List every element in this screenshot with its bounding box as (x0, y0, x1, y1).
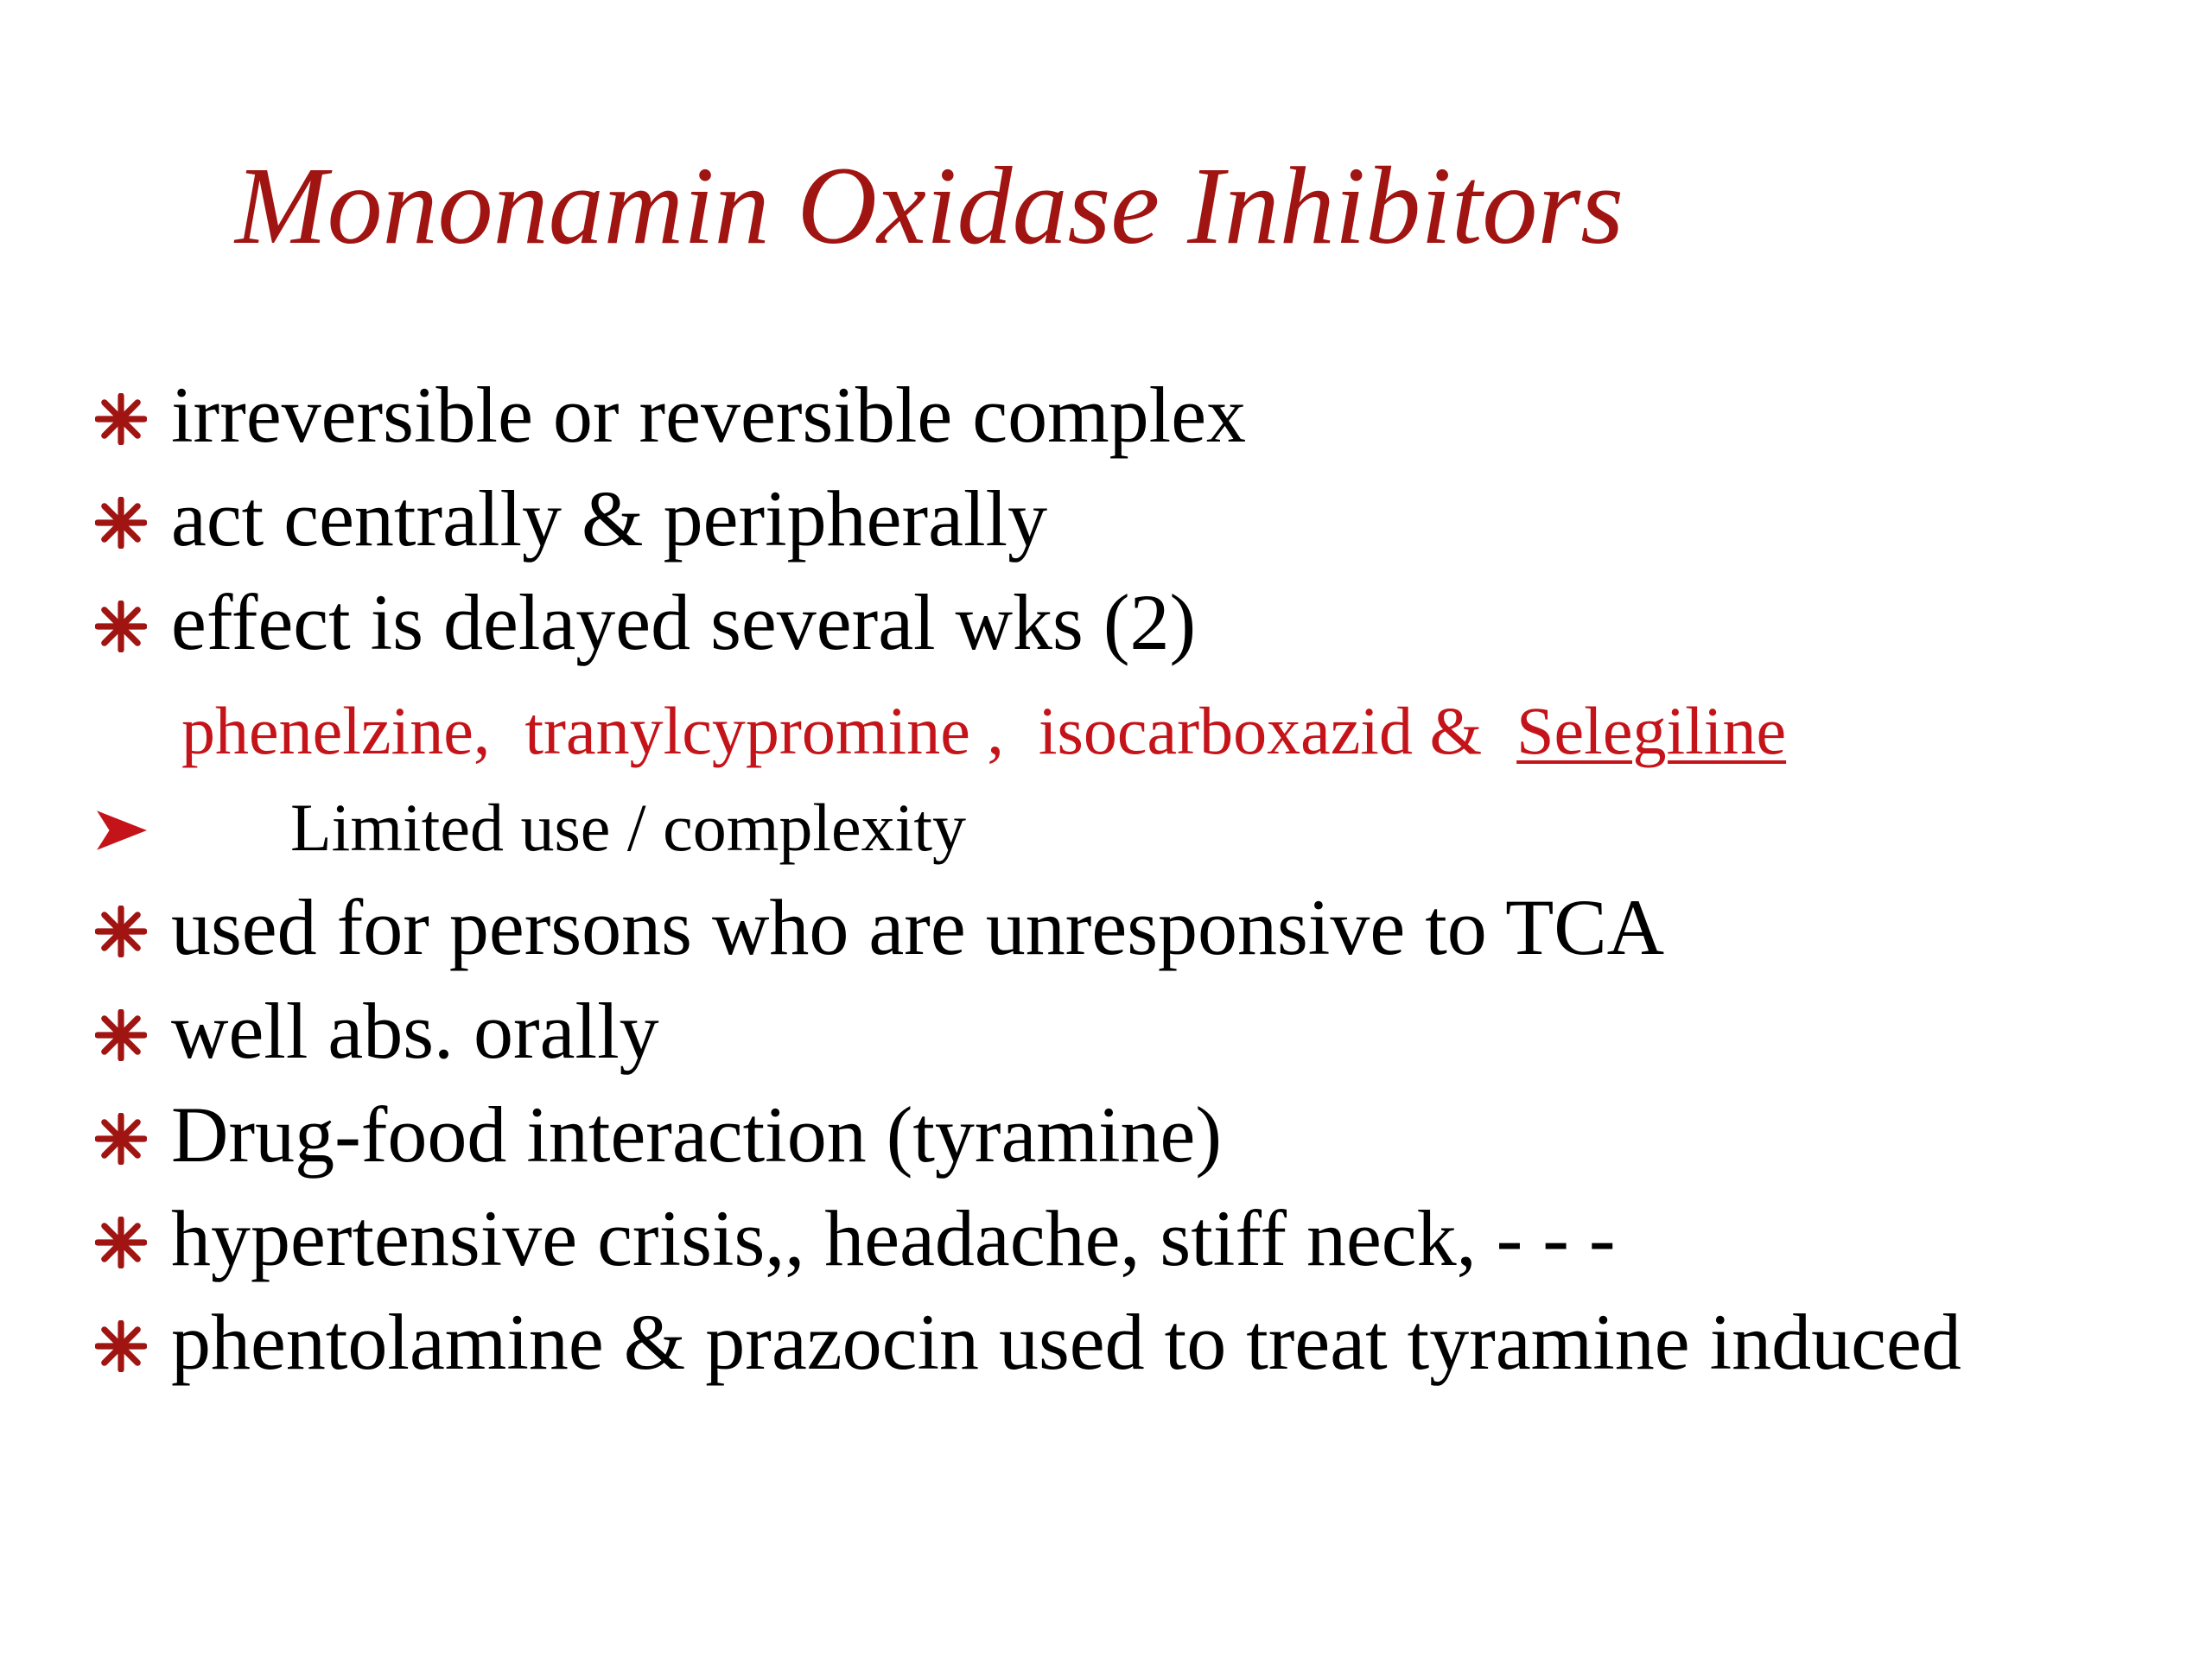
star-bullet-icon (95, 906, 147, 957)
bullet-text: irreversible or reversible complex (171, 371, 1247, 459)
drug-list (181, 690, 1786, 772)
drug-name-underlined: Selegiline (1516, 693, 1787, 768)
drug-name: isocarboxazid & (1038, 693, 1483, 768)
star-bullet-icon (95, 497, 147, 549)
arrow-bullet-icon (95, 809, 149, 852)
drug-name: tranylcypromine , (524, 693, 1004, 768)
bullet-text: effect is delayed several wks (2) (171, 578, 1197, 666)
star-bullet-icon (95, 1217, 147, 1268)
bullet-text: well abs. orally (171, 987, 659, 1075)
sub-point-text: Limited use / complexity (290, 790, 967, 865)
bullet-text: Drug-food interaction (tyramine) (171, 1090, 1222, 1179)
bullet-text: phentolamine & prazocin used to treat tyramine induced (171, 1298, 1961, 1386)
star-bullet-icon (95, 601, 147, 652)
star-bullet-icon (95, 393, 147, 445)
bullet-text: hypertensive crisis,, headache, stiff neck, - - - (171, 1194, 1616, 1282)
slide-title: Mononamin Oxidase Inhibitors (235, 144, 1624, 267)
star-bullet-icon (95, 1009, 147, 1061)
bullet-text: act centrally & peripherally (171, 474, 1048, 563)
bullet-text: used for persons who are unresponsive to TCA (171, 883, 1665, 971)
star-bullet-icon (95, 1320, 147, 1372)
drug-name: phenelzine, (181, 693, 491, 768)
star-bullet-icon (95, 1113, 147, 1165)
